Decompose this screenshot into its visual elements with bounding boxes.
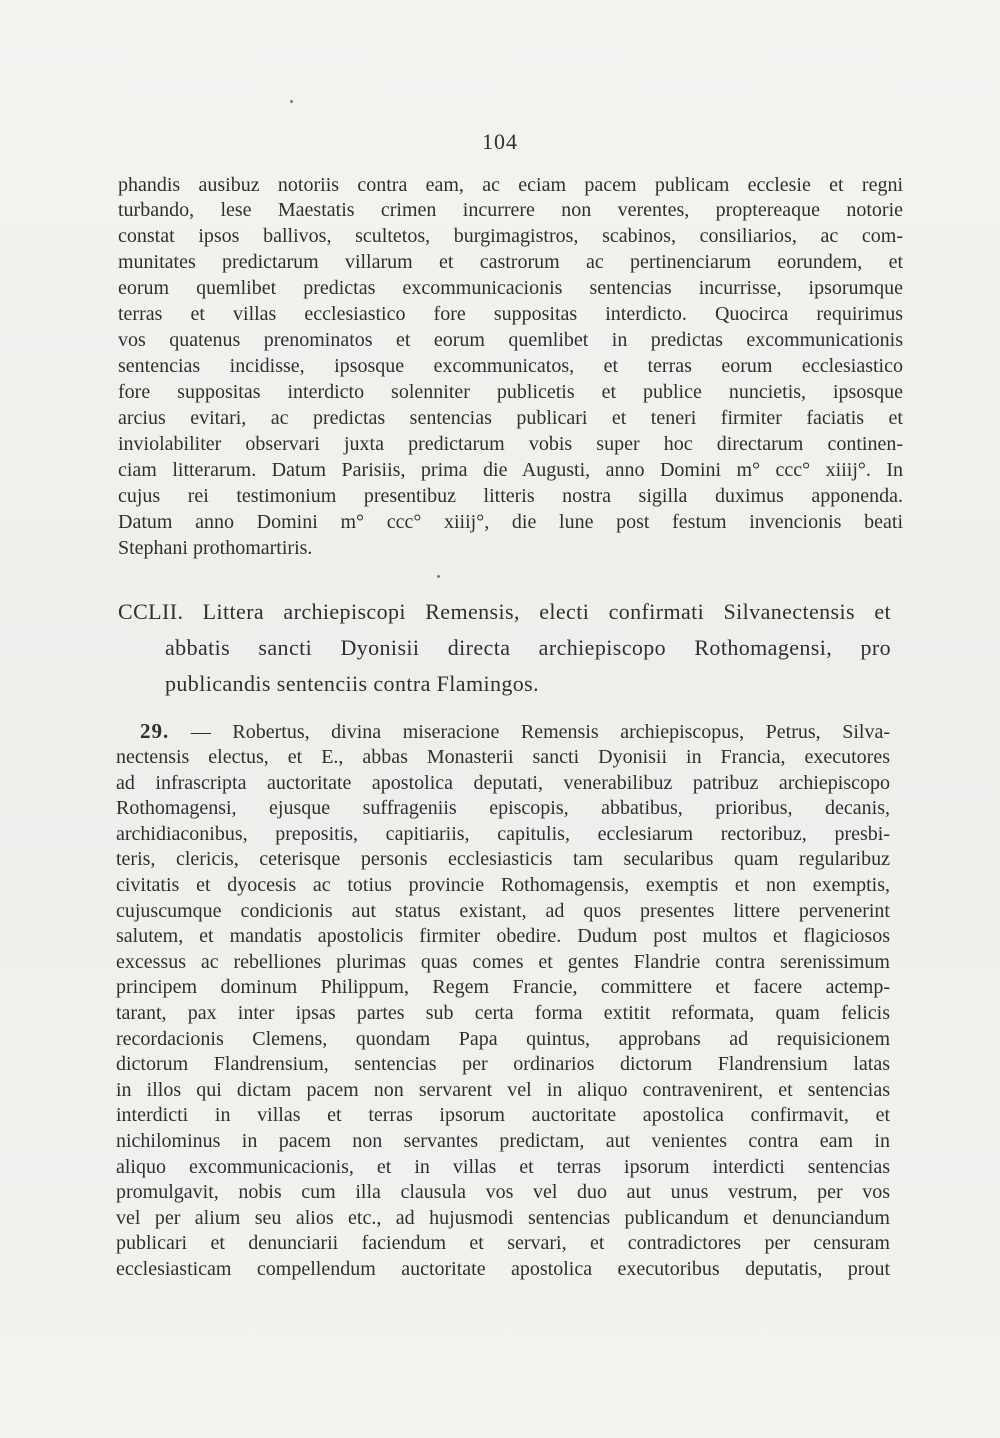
text-line: cujus rei testimonium presentibuz litteris nostra sigilla duximus apponenda.	[118, 485, 903, 507]
text-line: Stephani prothomartiris.	[118, 537, 313, 559]
page-number: 104	[482, 129, 518, 154]
text-line: vos quatenus prenominatos et eorum quemlibet in predictas excommunicationis	[118, 329, 903, 351]
text-line: recordacionis Clemens, quondam Papa quintus, approbans ad requisicionem	[116, 1028, 890, 1050]
text-line: turbando, lese Maestatis crimen incurrere non verentes, proptereaque notorie	[118, 199, 903, 221]
text-line: arcius evitari, ac predictas sentencias publicari et teneri firmiter faciatis et	[118, 407, 903, 429]
text-line: constat ipsos ballivos, scultetos, burgimagistros, scabinos, consiliarios, ac com-	[118, 225, 903, 247]
text-line: terras et villas ecclesiastico fore suppositas interdicto. Quocirca requirimus	[118, 303, 903, 325]
text-line: cujuscumque condicionis aut status existant, ad quos presentes littere pervenerint	[116, 900, 890, 922]
text-line: ciam litterarum. Datum Parisiis, prima die Augusti, anno Domini m° ccc° xiiij°. In	[118, 459, 903, 481]
text-line: teris, clericis, ceterisque personis ecclesiasticis tam secularibus quam regularibuz	[116, 848, 890, 870]
text-line: dictorum Flandrensium, sentencias per ordinarios dictorum Flandrensium latas	[116, 1053, 890, 1075]
text-line: in illos qui dictam pacem non servarent vel in aliquo contravenirent, et sentencias	[116, 1079, 890, 1101]
text-line: munitates predictarum villarum et castrorum ac pertinenciarum eorundem, et	[118, 251, 903, 273]
text-line: CCLII. Littera archiepiscopi Remensis, electi confirmati Silvanectensis et	[118, 599, 891, 624]
document-number: 29.	[140, 719, 170, 743]
text-line: aliquo excommunicacionis, et in villas et terras ipsorum interdicti sentencias	[116, 1156, 890, 1178]
text-line: phandis ausibuz notoriis contra eam, ac eciam pacem publicam ecclesie et regni	[118, 174, 903, 196]
text-line: eorum quemlibet predictas excommunicacionis sentencias incurrisse, ipsorumque	[118, 277, 903, 299]
text-line: fore suppositas interdicto solenniter publicetis et publice nuncietis, ipsosque	[118, 381, 903, 403]
text-line: Datum anno Domini m° ccc° xiiij°, die lune post festum invencionis beati	[118, 511, 903, 533]
text-line: interdicti in villas et terras ipsorum auctoritate apostolica confirmavit, et	[116, 1104, 890, 1126]
ink-speck	[290, 100, 293, 103]
text-line: Rothomagensi, ejusque suffrageniis episcopis, abbatibus, prioribus, decanis,	[116, 797, 890, 819]
text-line: vel per alium seu alios etc., ad hujusmodi sentencias publicandum et denunciandum	[116, 1207, 890, 1229]
text-line: ecclesiasticam compellendum auctoritate apostolica executoribus deputatis, prout	[116, 1258, 890, 1280]
text-line: sentencias incidisse, ipsosque excommunicatos, et terras eorum ecclesiastico	[118, 355, 903, 377]
text-line: principem dominum Philippum, Regem Francie, committere et facere actemp-	[116, 976, 890, 998]
text-line: inviolabiliter observari juxta predictarum vobis super hoc directarum continen-	[118, 433, 903, 455]
text-line: civitatis et dyocesis ac totius provincie Rothomagensis, exemptis et non exemptis,	[116, 874, 890, 896]
text-line: ad infrascripta auctoritate apostolica deputati, venerabilibuz patribuz archiepiscopo	[116, 772, 890, 794]
text-line: tarant, pax inter ipsas partes sub certa forma extitit reformata, quam felicis	[116, 1002, 890, 1024]
text-line: publicari et denunciarii faciendum et servari, et contradictores per censuram	[116, 1232, 890, 1254]
text-line: publicandis sentenciis contra Flamingos.	[165, 671, 540, 696]
text-line-first	[140, 719, 890, 744]
ink-speck	[437, 575, 440, 578]
text-line: nichilominus in pacem non servantes predictam, aut venientes contra eam in	[116, 1130, 890, 1152]
text-line: abbatis sancti Dyonisii directa archiepiscopo Rothomagensi, pro	[165, 635, 891, 660]
text-line: salutem, et mandatis apostolicis firmiter obedire. Dudum post multos et flagiciosos	[116, 925, 890, 947]
text-line: nectensis electus, et E., abbas Monasterii sancti Dyonisii in Francia, executores	[116, 746, 890, 768]
text-span: — Robertus, divina miseracione Remensis archiepiscopus, Petrus, Silva-	[169, 721, 890, 743]
text-line: promulgavit, nobis cum illa clausula vos vel duo aut unus vestrum, per vos	[116, 1181, 890, 1203]
text-line: archidiaconibus, prepositis, capitiariis, capitulis, ecclesiarum rectoribuz, presbi-	[116, 823, 890, 845]
text-line: excessus ac rebelliones plurimas quas comes et gentes Flandrie contra serenissimum	[116, 951, 890, 973]
